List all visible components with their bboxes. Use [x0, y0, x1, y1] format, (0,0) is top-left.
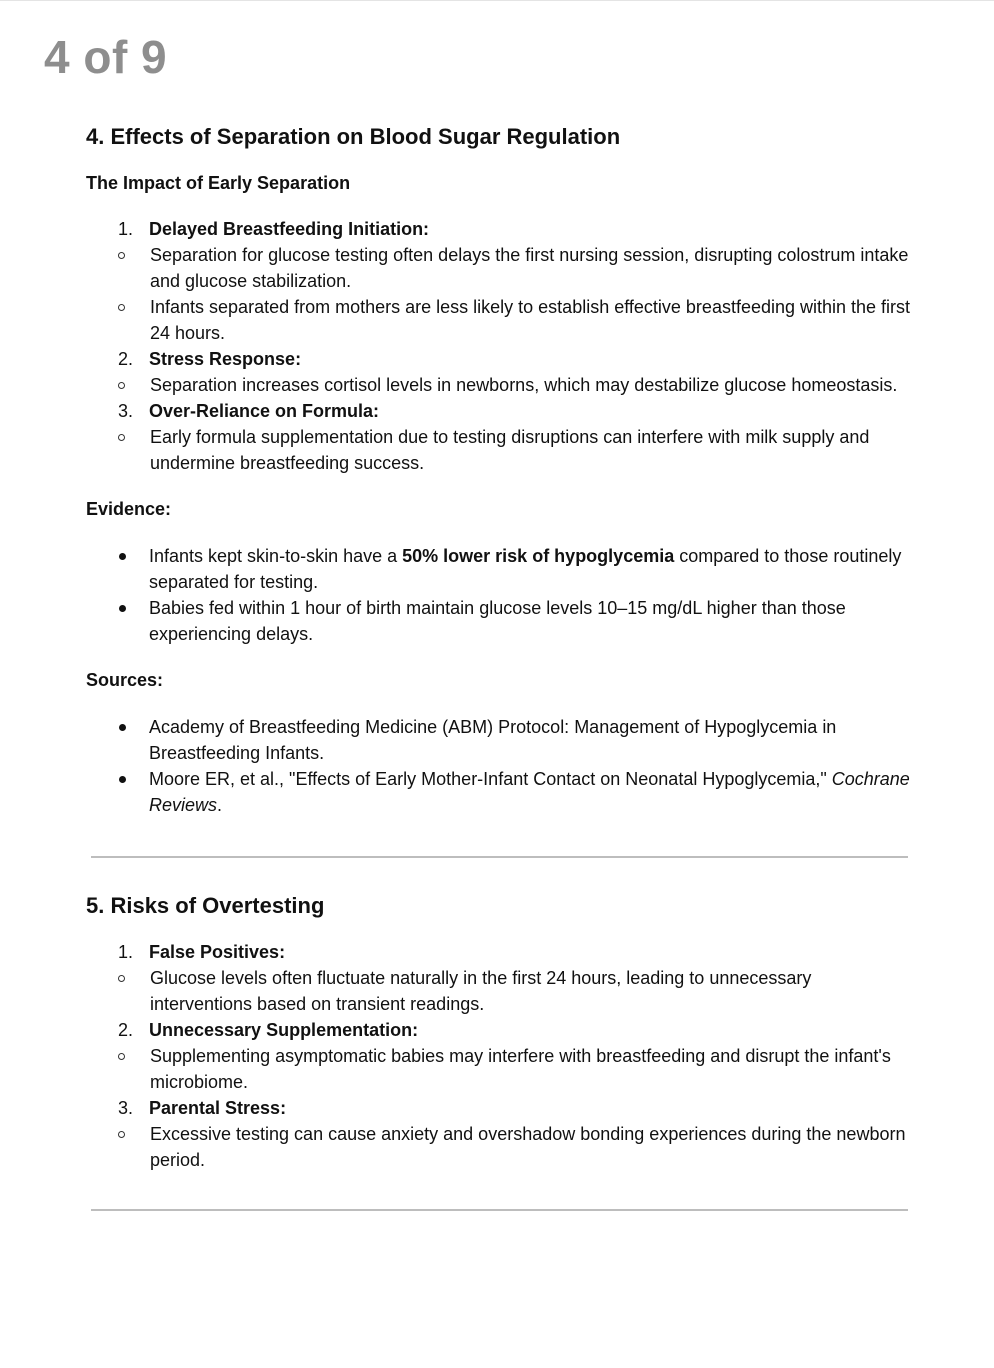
item-number: 3. [118, 401, 134, 421]
sub-item-text: Excessive testing can cause anxiety and overshadow bonding experiences during the newborn period. [150, 1124, 906, 1170]
sub-list [86, 1121, 916, 1173]
impact-heading: The Impact of Early Separation [86, 173, 351, 193]
bullet-icon [119, 605, 126, 612]
evidence-text: compared to those routinely separated for testing. [149, 546, 902, 592]
sub-item [86, 965, 916, 1017]
evidence-list [86, 543, 916, 647]
item-label: Delayed Breastfeeding Initiation: [149, 219, 430, 239]
item-label: False Positives: [149, 942, 286, 962]
sub-item [86, 1043, 916, 1095]
source-text: Academy of Breastfeeding Medicine (ABM) Protocol: Management of Hypoglycemia in Breastfeeding Infants. [149, 717, 837, 763]
list-item [86, 1095, 916, 1173]
evidence-text: Infants kept skin-to-skin have a [149, 546, 403, 566]
item-number: 2. [118, 1020, 134, 1040]
evidence-item [86, 595, 916, 647]
evidence-highlight: 50% lower risk of hypoglycemia [402, 546, 675, 566]
item-label: Stress Response: [149, 349, 302, 369]
source-text: Moore ER, et al., "Effects of Early Mother-Infant Contact on Neonatal Hypoglycemia," [149, 769, 832, 789]
source-item [86, 714, 916, 766]
section-divider [91, 1209, 908, 1211]
evidence-heading: Evidence: [86, 499, 172, 519]
sub-item [86, 1121, 916, 1173]
impact-list [86, 216, 916, 476]
item-number: 1. [118, 219, 134, 239]
source-journal: Cochrane Reviews [149, 769, 910, 815]
overtesting-list [86, 939, 916, 1173]
evidence-text: Babies fed within 1 hour of birth maintain glucose levels 10–15 mg/dL higher than those experiencing delays. [149, 598, 846, 644]
item-label: Over-Reliance on Formula: [149, 401, 380, 421]
hollow-bullet-icon [118, 252, 125, 259]
bullet-icon [119, 553, 126, 560]
sub-list [86, 424, 916, 476]
sub-item-text: Separation increases cortisol levels in newborns, which may destabilize glucose homeostasis. [150, 375, 898, 395]
hollow-bullet-icon [118, 1131, 125, 1138]
sub-item [86, 294, 916, 346]
list-item [86, 398, 916, 476]
sub-item [86, 372, 916, 398]
page-indicator: 4 of 9 [44, 31, 168, 83]
hollow-bullet-icon [118, 304, 125, 311]
sources-list [86, 714, 916, 818]
item-label: Unnecessary Supplementation: [149, 1020, 419, 1040]
item-label: Parental Stress: [149, 1098, 287, 1118]
list-item [86, 216, 916, 346]
list-item [86, 346, 916, 398]
sub-list [86, 1043, 916, 1095]
sub-item-text: Early formula supplementation due to testing disruptions can interfere with milk supply and undermine breastfeeding success. [150, 427, 870, 473]
sub-item-text: Separation for glucose testing often delays the first nursing session, disrupting colostrum intake and glucose stabilization. [150, 245, 909, 291]
section-4-title: 4. Effects of Separation on Blood Sugar Regulation [86, 124, 621, 149]
bullet-icon [119, 724, 126, 731]
list-item [86, 939, 916, 1017]
hollow-bullet-icon [118, 975, 125, 982]
sub-item [86, 242, 916, 294]
sub-list [86, 242, 916, 346]
hollow-bullet-icon [118, 434, 125, 441]
source-item [86, 766, 916, 818]
source-text: . [217, 795, 223, 815]
hollow-bullet-icon [118, 1053, 125, 1060]
document-content [86, 120, 916, 1211]
bullet-icon [119, 776, 126, 783]
sub-list [86, 372, 916, 398]
item-number: 1. [118, 942, 134, 962]
sub-item [86, 424, 916, 476]
evidence-item [86, 543, 916, 595]
sub-item-text: Infants separated from mothers are less likely to establish effective breastfeeding within the first 24 hours. [150, 297, 911, 343]
list-item [86, 1017, 916, 1095]
sub-list [86, 965, 916, 1017]
sub-item-text: Supplementing asymptomatic babies may interfere with breastfeeding and disrupt the infant's microbiome. [150, 1046, 891, 1092]
sources-heading: Sources: [86, 670, 164, 690]
sub-item-text: Glucose levels often fluctuate naturally in the first 24 hours, leading to unnecessary interventions based on transient readings. [150, 968, 812, 1014]
section-5-title: 5. Risks of Overtesting [86, 893, 325, 918]
hollow-bullet-icon [118, 382, 125, 389]
item-number: 2. [118, 349, 134, 369]
item-number: 3. [118, 1098, 134, 1118]
top-border [0, 0, 994, 1]
